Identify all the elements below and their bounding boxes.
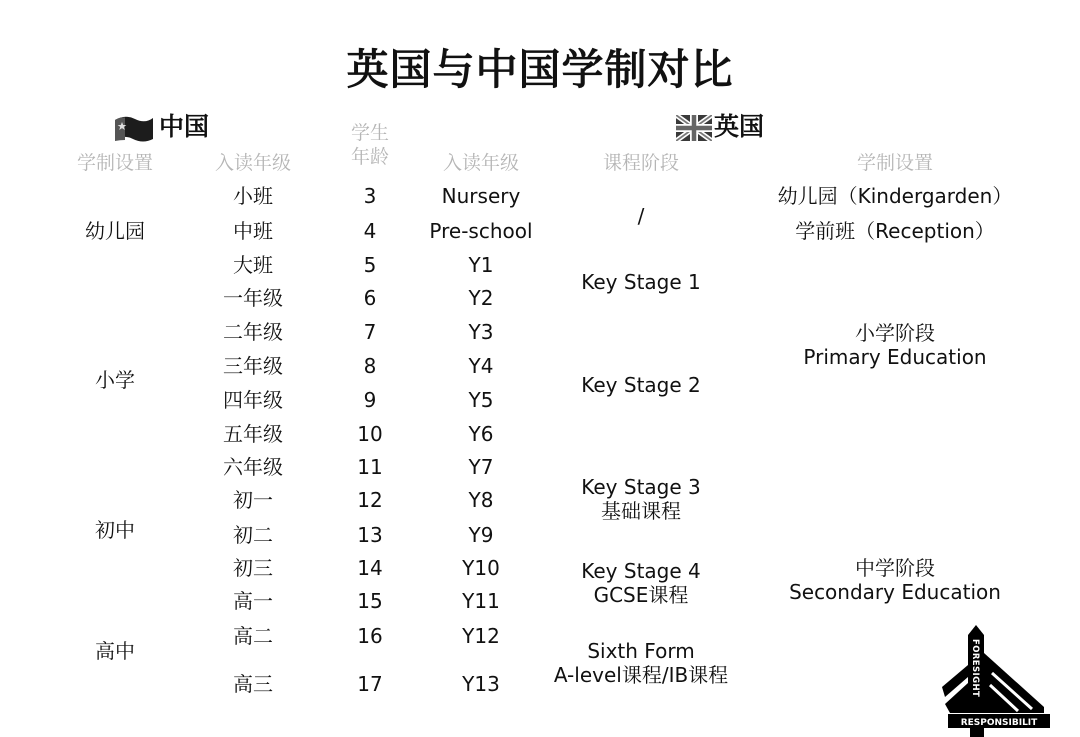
- cn-grade-cell: 四年级: [223, 388, 283, 412]
- uk-grade-cell: Y3: [468, 320, 494, 344]
- uk-system-cell: [735, 556, 1055, 604]
- age-cell: 6: [363, 286, 377, 310]
- cn-grade-cell: 三年级: [223, 354, 283, 378]
- uk-system-cell: [735, 219, 1055, 243]
- uk-stage-cell: [516, 270, 766, 294]
- uk-label: 英国: [714, 112, 765, 141]
- age-cell: 17: [357, 672, 383, 696]
- uk-stage-cell: [516, 639, 766, 687]
- cn-grade-cell: 小班: [233, 184, 273, 208]
- china-flag-icon: [113, 114, 155, 144]
- uk-system-line: 小学阶段: [855, 321, 935, 345]
- uk-stage-subline: 基础课程: [601, 499, 681, 523]
- age-header-line: 年龄: [350, 146, 389, 168]
- uk-stage-header: 课程阶段: [602, 152, 679, 174]
- uk-stage-cell: [516, 204, 766, 228]
- age-header-line: 学生: [350, 122, 389, 144]
- uk-grade-cell: Pre-school: [429, 219, 533, 243]
- uk-stage-line: /: [637, 204, 645, 228]
- uk-system-cell: [735, 184, 1055, 208]
- cn-grade-cell: 六年级: [223, 455, 283, 479]
- uk-system-cell: [735, 321, 1055, 369]
- age-cell: 4: [363, 219, 377, 243]
- cn-grade-cell: 一年级: [223, 286, 283, 310]
- cn-system-cell: 高中: [95, 639, 135, 663]
- uk-stage-subline: GCSE课程: [593, 583, 689, 607]
- uk-grade-cell: Y10: [462, 556, 500, 580]
- uk-stage-line: Key Stage 3: [581, 475, 701, 499]
- uk-grade-header: 入读年级: [442, 152, 519, 174]
- age-cell: 16: [357, 624, 383, 648]
- cn-grade-cell: 初三: [233, 556, 273, 580]
- uk-grade-cell: Y2: [468, 286, 494, 310]
- uk-grade-cell: Y9: [468, 523, 494, 547]
- uk-system-line: 幼儿园（Kindergarden）: [777, 184, 1013, 208]
- cn-grade-cell: 中班: [233, 219, 273, 243]
- age-cell: 9: [363, 388, 377, 412]
- logo-vertical-text: FORESIGHT: [970, 639, 980, 698]
- uk-system-subline: Secondary Education: [789, 580, 1001, 604]
- cn-grade-cell: 高一: [233, 589, 273, 613]
- china-label: 中国: [159, 112, 210, 141]
- uk-stage-line: Key Stage 1: [581, 270, 701, 294]
- uk-grade-cell: Y4: [468, 354, 494, 378]
- uk-grade-cell: Y1: [468, 253, 494, 277]
- cn-system-cell: 幼儿园: [85, 219, 145, 243]
- uk-stage-line: Key Stage 2: [581, 373, 701, 397]
- cn-system-header: 学制设置: [76, 152, 153, 174]
- age-cell: 3: [363, 184, 377, 208]
- uk-grade-cell: Nursery: [441, 184, 521, 208]
- uk-system-line: 学前班（Reception）: [795, 219, 995, 243]
- uk-grade-cell: Y13: [462, 672, 500, 696]
- uk-stage-line: Key Stage 4: [581, 559, 701, 583]
- age-cell: 14: [357, 556, 383, 580]
- age-cell: 7: [363, 320, 377, 344]
- cn-grade-cell: 高二: [233, 624, 273, 648]
- uk-stage-cell: [516, 559, 766, 607]
- age-cell: 10: [357, 422, 383, 446]
- uk-grade-cell: Y11: [462, 589, 500, 613]
- brand-logo: [940, 625, 1052, 737]
- uk-stage-subline: A-level课程/IB课程: [553, 663, 729, 687]
- uk-grade-cell: Y12: [462, 624, 500, 648]
- logo-band-text: RESPONSIBILIT: [960, 718, 1038, 728]
- age-cell: 13: [357, 523, 383, 547]
- age-cell: 8: [363, 354, 377, 378]
- cn-grade-cell: 初一: [233, 488, 273, 512]
- uk-stage-cell: [516, 373, 766, 397]
- cn-grade-header: 入读年级: [214, 152, 291, 174]
- uk-stage-line: Sixth Form: [587, 639, 695, 663]
- age-cell: 11: [357, 455, 383, 479]
- cn-grade-cell: 二年级: [223, 320, 283, 344]
- uk-flag-icon: [676, 115, 712, 141]
- uk-grade-cell: Y6: [468, 422, 494, 446]
- uk-grade-cell: Y5: [468, 388, 494, 412]
- age-cell: 12: [357, 488, 383, 512]
- cn-system-cell: 初中: [95, 518, 135, 542]
- age-cell: 15: [357, 589, 383, 613]
- cn-grade-cell: 初二: [233, 523, 273, 547]
- cn-system-cell: 小学: [95, 368, 135, 392]
- uk-system-subline: Primary Education: [803, 345, 987, 369]
- uk-system-line: 中学阶段: [855, 556, 935, 580]
- cn-grade-cell: 五年级: [223, 422, 283, 446]
- age-cell: 5: [363, 253, 377, 277]
- uk-system-header: 学制设置: [856, 152, 933, 174]
- cn-grade-cell: 大班: [233, 253, 273, 277]
- uk-grade-cell: Y7: [468, 455, 494, 479]
- cn-grade-cell: 高三: [233, 672, 273, 696]
- page-title: 英国与中国学制对比: [346, 45, 734, 94]
- uk-grade-cell: Y8: [468, 488, 494, 512]
- uk-stage-cell: [516, 475, 766, 523]
